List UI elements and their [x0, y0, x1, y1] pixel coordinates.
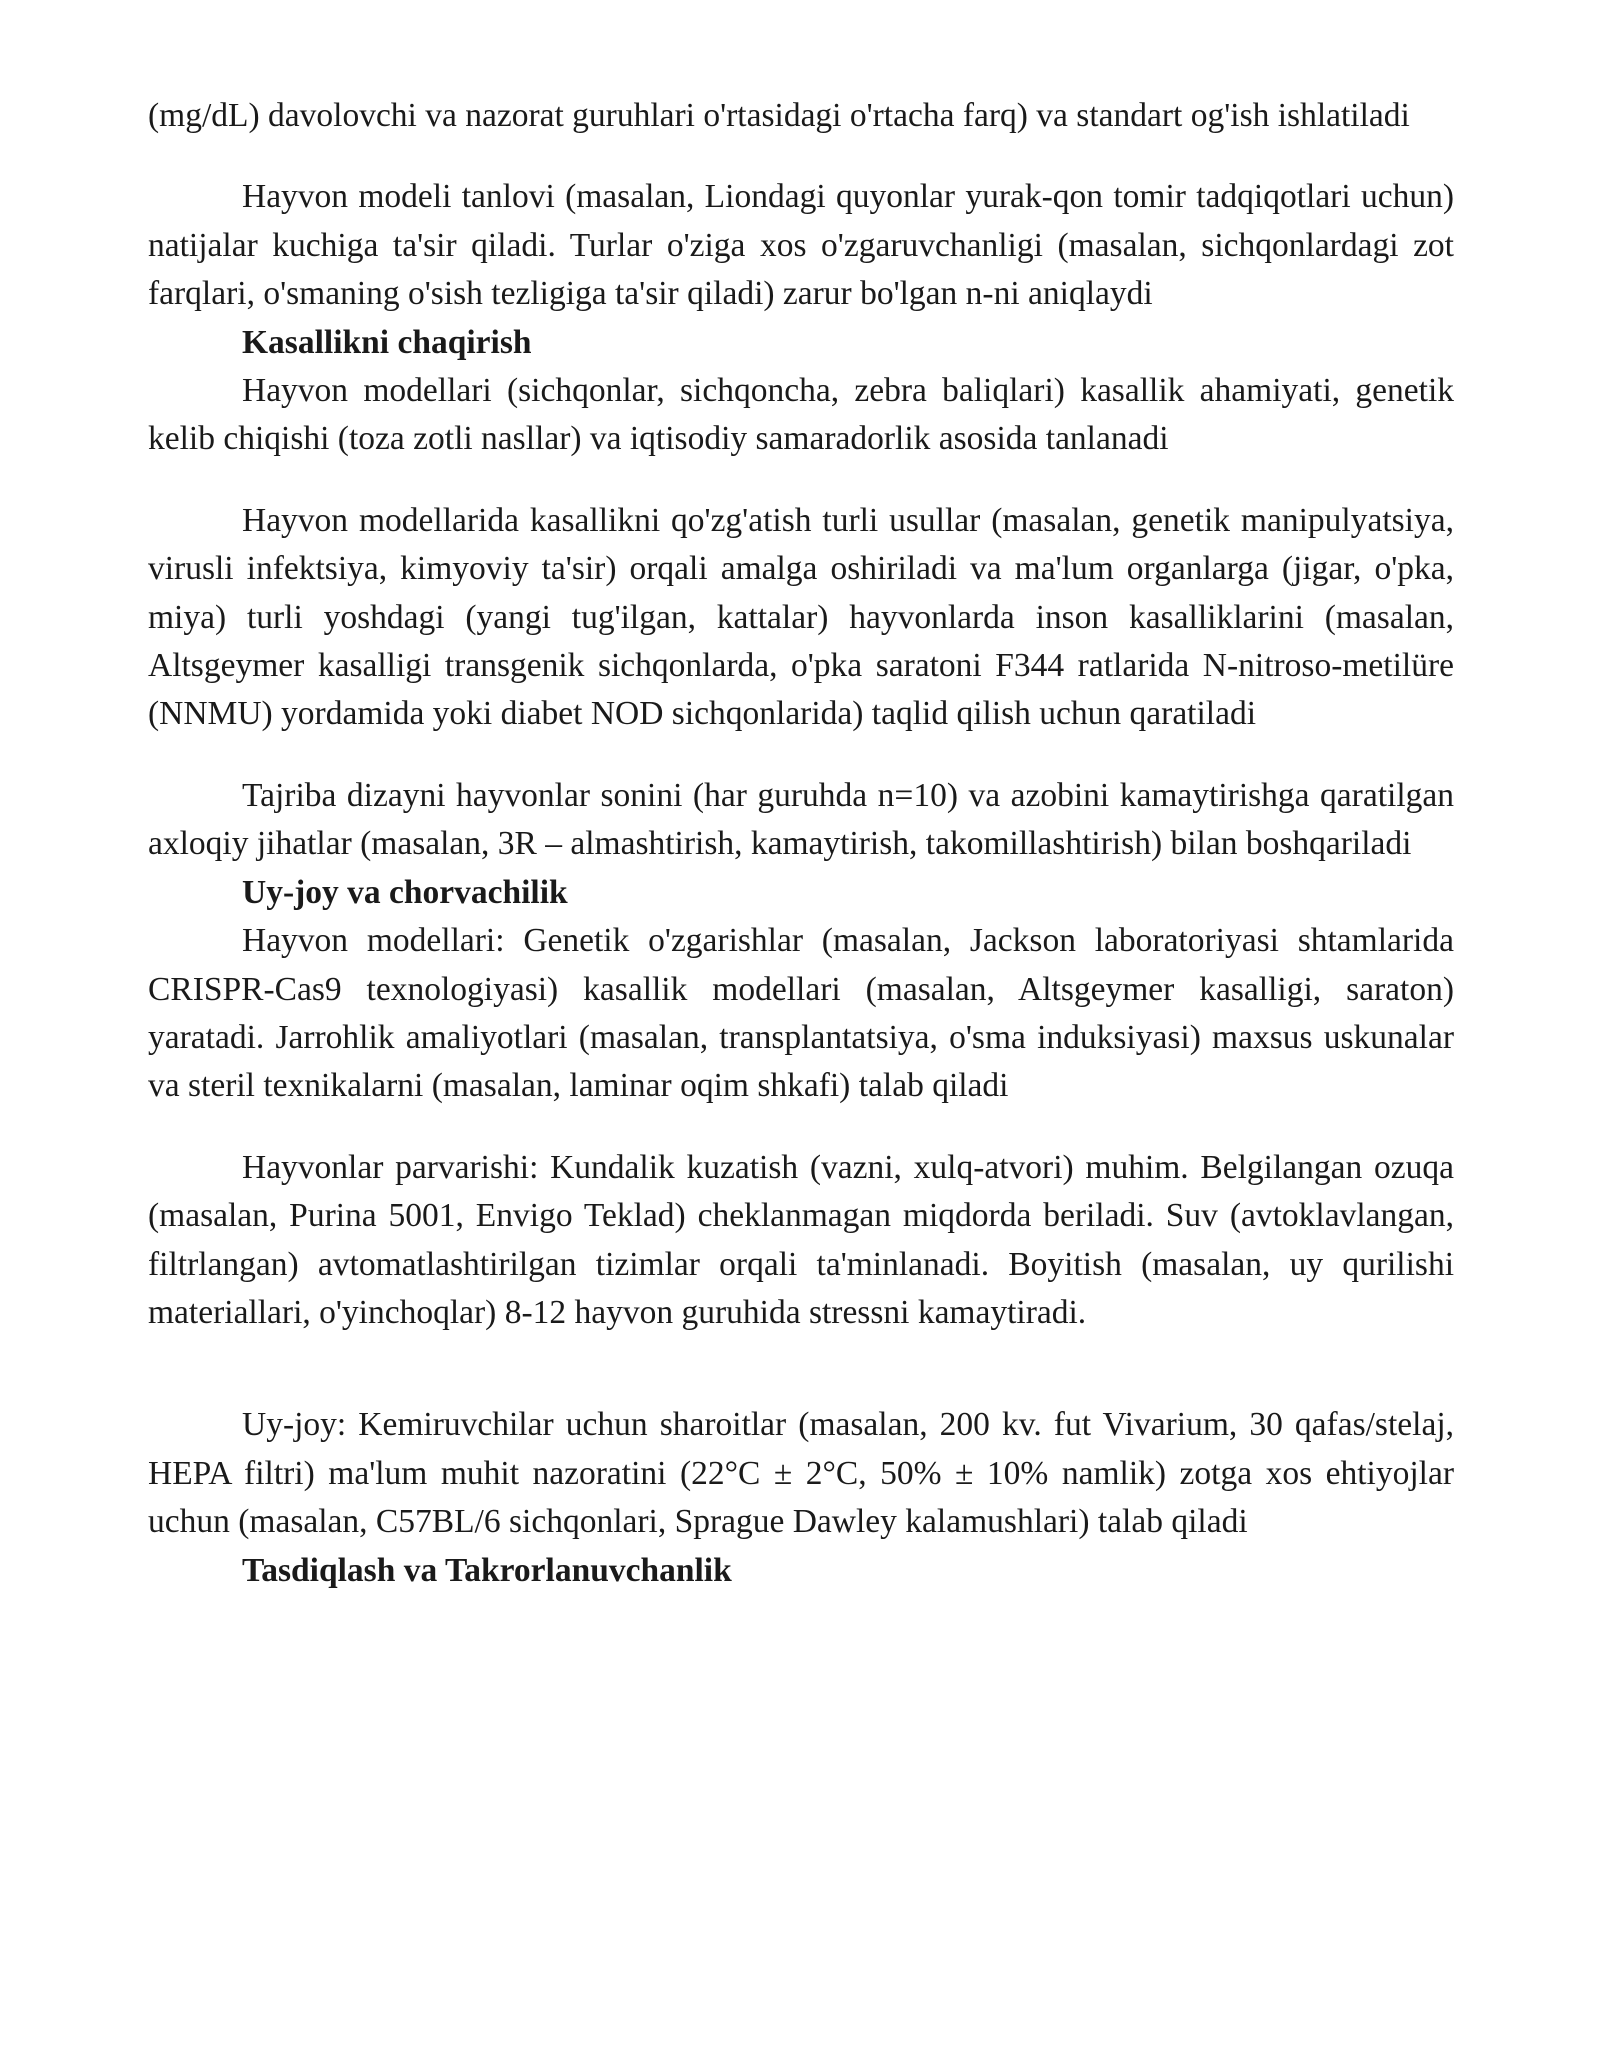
paragraph-mean-difference: (mg/dL) davolovchi va nazorat guruhlari o'rtasidagi o'rtacha farq) va standart og'ish ishlatiladi	[148, 97, 1410, 134]
paragraph-experiment-design: Tajriba dizayni hayvonlar sonini (har guruhda n=10) va azobini kamaytirishga qaratilgan axloqiy jihatlar (masalan, 3R – almashtirish, kamaytirish, takomillashtirish) bilan boshqariladi	[148, 776, 1454, 863]
paragraph-housing: Uy-joy: Kemiruvchilar uchun sharoitlar (masalan, 200 kv. fut Vivarium, 30 qafas/stelaj, HEPA filtri) ma'lum muhit nazoratini (22°C ± 2°C, 50% ± 10% namlik) zotga xos ehtiyojlar uchun (masalan, C57BL/6 sichqonlari, Sprague Dawley kalamushlari) talab qiladi	[148, 1406, 1454, 1541]
paragraph-disease-induction-methods: Hayvon modellarida kasallikni qo'zg'atish turli usullar (masalan, genetik manipulyatsiya, virusli infektsiya, kimyoviy ta'sir) orqali amalga oshiriladi va ma'lum organlarga (jigar, o'pka, miya) turli yoshdagi (yangi tug'ilgan, kattalar) hayvonlarda inson kasalliklarini (masalan, Altsgeymer kasalligi transgenik sichqonlarda, o'pka saratoni F344 ratlarida N-nitroso-metilüre (NNMU) yordamida yoki diabet NOD sichqonlarida) taqlid qilish uchun qaratiladi	[148, 501, 1454, 733]
section-heading-disease-induction: Kasallikni chaqirish	[242, 323, 532, 361]
document-page	[148, 92, 1454, 1595]
section-heading-validation: Tasdiqlash va Takrorlanuvchanlik	[242, 1551, 732, 1589]
paragraph-animal-model-choice: Hayvon modeli tanlovi (masalan, Liondagi quyonlar yurak-qon tomir tadqiqotlari uchun) natijalar kuchiga ta'sir qiladi. Turlar o'ziga xos o'zgaruvchanligi (masalan, sichqonlardagi zot farqlari, o'smaning o'sish tezligiga ta'sir qiladi) zarur bo'lgan n-ni aniqlaydi	[148, 178, 1454, 313]
paragraph-model-selection: Hayvon modellari (sichqonlar, sichqoncha, zebra baliqlari) kasallik ahamiyati, genetik kelib chiqishi (toza zotli nasllar) va iqtisodiy samaradorlik asosida tanlanadi	[148, 372, 1454, 458]
paragraph-animal-care: Hayvonlar parvarishi: Kundalik kuzatish (vazni, xulq-atvori) muhim. Belgilangan ozuqa (masalan, Purina 5001, Envigo Teklad) cheklanmagan miqdorda beriladi. Suv (avtoklavlangan, filtrlangan) avtomatlashtirilgan tizimlar orqali ta'minlanadi. Boyitish (masalan, uy qurilishi materiallari, o'yinchoqlar) 8-12 hayvon guruhida stressni kamaytiradi.	[148, 1148, 1454, 1331]
section-heading-housing-husbandry: Uy-joy va chorvachilik	[242, 873, 568, 911]
paragraph-animal-models: Hayvon modellari: Genetik o'zgarishlar (masalan, Jackson laboratoriyasi shtamlarida CRISPR-Cas9 texnologiyasi) kasallik modellari (masalan, Altsgeymer kasalligi, saraton) yaratadi. Jarrohlik amaliyotlari (masalan, transplantatsiya, o'sma induksiyasi) maxsus uskunalar va steril texnikalarni (masalan, laminar oqim shkafi) talab qiladi	[148, 922, 1454, 1105]
